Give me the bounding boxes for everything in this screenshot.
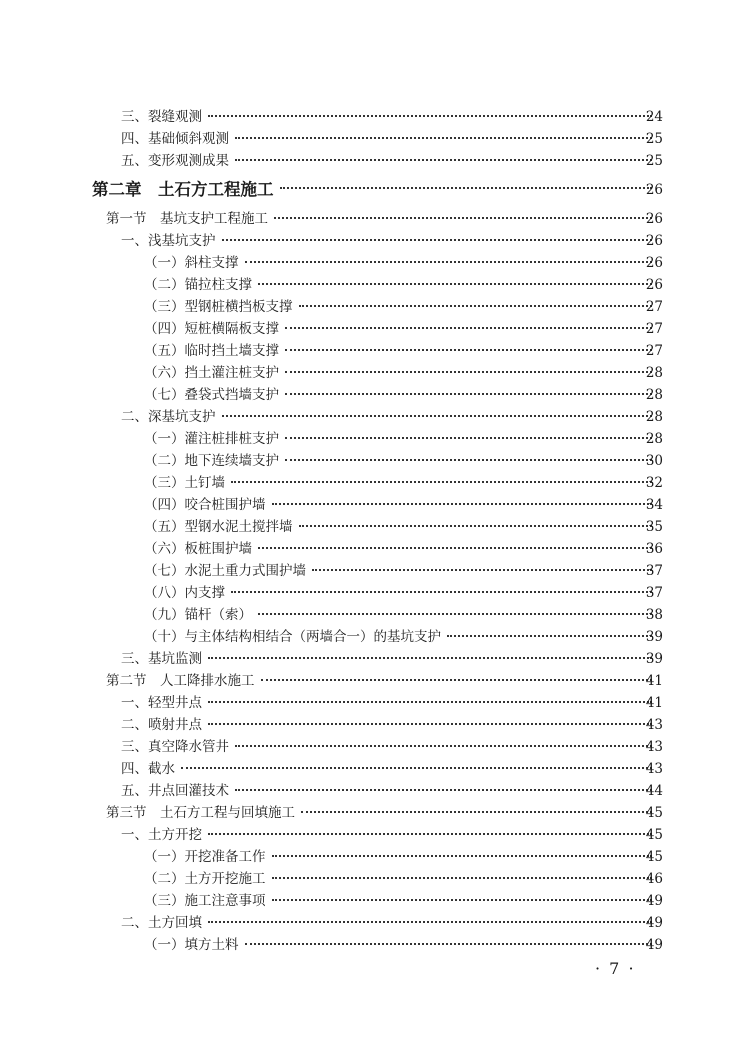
toc-entry-page: 43 xyxy=(645,761,663,777)
dot-leader xyxy=(235,159,652,161)
toc-entry-title: 三、裂缝观测 xyxy=(121,109,202,125)
toc-entry-page: 49 xyxy=(645,937,663,953)
toc-entry-title: 三、真空降水管井 xyxy=(121,739,229,755)
dot-leader xyxy=(285,371,652,373)
toc-entry-page: 38 xyxy=(645,607,663,623)
toc-entry-page: 26 xyxy=(645,277,663,293)
toc-entry-page: 30 xyxy=(645,453,663,469)
dot-leader xyxy=(285,437,652,439)
toc-entry-item xyxy=(0,340,750,362)
toc-entry-title: 二、喷射井点 xyxy=(121,717,202,733)
toc-entry-title: 一、浅基坑支护 xyxy=(121,233,216,249)
dot-leader xyxy=(312,569,652,571)
toc-entry-page: 45 xyxy=(645,827,663,843)
toc-entry-page: 43 xyxy=(645,739,663,755)
dot-leader xyxy=(258,547,652,549)
toc-entry-sub xyxy=(0,758,750,780)
toc-entry-page: 26 xyxy=(645,182,663,198)
dot-leader xyxy=(181,767,652,769)
toc-entry-page: 37 xyxy=(645,563,663,579)
toc-entry-item xyxy=(0,274,750,296)
toc-entry-page: 41 xyxy=(645,673,663,689)
toc-entry-sub xyxy=(0,230,750,252)
toc-entry-section xyxy=(0,802,750,824)
toc-entry-item xyxy=(0,472,750,494)
dot-leader xyxy=(285,393,652,395)
dot-leader xyxy=(208,723,652,725)
toc-entry-title: （二）锚拉柱支撑 xyxy=(144,277,252,293)
toc-entry-item xyxy=(0,560,750,582)
toc-entry-title: （五）临时挡土墙支撑 xyxy=(144,343,279,359)
dot-leader xyxy=(299,525,653,527)
toc-entry-sub xyxy=(0,648,750,670)
toc-entry-title: （三）型钢桩横挡板支撑 xyxy=(144,299,293,315)
dot-leader xyxy=(222,415,653,417)
toc-entry-sub xyxy=(0,824,750,846)
dot-leader xyxy=(299,305,653,307)
dot-leader xyxy=(285,327,652,329)
toc-entry-item xyxy=(0,296,750,318)
toc-entry-title: （三）土钉墙 xyxy=(144,475,225,491)
toc-entry-title: （一）灌注桩排桩支护 xyxy=(144,431,279,447)
toc-entry-page: 43 xyxy=(645,717,663,733)
toc-entry-page: 28 xyxy=(645,365,663,381)
toc-entry-sub xyxy=(0,406,750,428)
toc-entry-title: 第二节 人工降排水施工 xyxy=(106,673,255,689)
dot-leader xyxy=(231,481,652,483)
toc-entry-item xyxy=(0,252,750,274)
toc-entry-title: 第一节 基坑支护工程施工 xyxy=(106,211,268,227)
toc-entry-page: 44 xyxy=(645,783,663,799)
toc-entry-item xyxy=(0,890,750,912)
toc-entry-page: 25 xyxy=(645,153,663,169)
toc-entry-title: （九）锚杆（索） xyxy=(144,607,252,623)
toc-entry-title: （七）水泥土重力式围护墙 xyxy=(144,563,306,579)
toc-entry-title: （一）开挖准备工作 xyxy=(144,849,266,865)
toc-entry-page: 39 xyxy=(645,629,663,645)
dot-leader xyxy=(235,789,652,791)
toc-entry-item xyxy=(0,428,750,450)
toc-entry-sub xyxy=(0,692,750,714)
toc-entry-chapter xyxy=(0,172,750,208)
toc-entry-page: 46 xyxy=(645,871,663,887)
toc-entry-page: 39 xyxy=(645,651,663,667)
toc-entry-item xyxy=(0,494,750,516)
toc-entry-title: 四、截水 xyxy=(121,761,175,777)
toc-entry-title: （一）斜柱支撑 xyxy=(144,255,239,271)
dot-leader xyxy=(208,921,652,923)
toc-entry-page: 37 xyxy=(645,585,663,601)
toc-entry-page: 41 xyxy=(645,695,663,711)
toc-entry-title: 五、变形观测成果 xyxy=(121,153,229,169)
toc-entry-item xyxy=(0,516,750,538)
toc-entry-page: 27 xyxy=(645,299,663,315)
toc-entry-item xyxy=(0,362,750,384)
toc-entry-sub xyxy=(0,128,750,150)
toc-entry-title: 二、土方回填 xyxy=(121,915,202,931)
toc-entry-sub xyxy=(0,736,750,758)
toc-entry-item xyxy=(0,846,750,868)
dot-leader xyxy=(208,701,652,703)
toc-entry-item xyxy=(0,318,750,340)
toc-entry-title: 三、基坑监测 xyxy=(121,651,202,667)
toc-entry-title: 二、深基坑支护 xyxy=(121,409,216,425)
toc-entry-item xyxy=(0,582,750,604)
toc-entry-page: 32 xyxy=(645,475,663,491)
toc-entry-item xyxy=(0,604,750,626)
dot-leader xyxy=(245,261,653,263)
toc-entry-page: 49 xyxy=(645,915,663,931)
dot-leader xyxy=(272,877,653,879)
toc-entry-title: （一）填方土料 xyxy=(144,937,239,953)
table-of-contents xyxy=(0,106,750,956)
dot-leader xyxy=(261,679,653,681)
dot-leader xyxy=(208,833,652,835)
toc-entry-sub xyxy=(0,780,750,802)
dot-leader xyxy=(272,899,653,901)
toc-entry-page: 26 xyxy=(645,255,663,271)
toc-entry-item xyxy=(0,934,750,956)
dot-leader xyxy=(280,187,653,189)
toc-entry-title: 四、基础倾斜观测 xyxy=(121,131,229,147)
toc-entry-page: 45 xyxy=(645,805,663,821)
toc-entry-sub xyxy=(0,106,750,128)
dot-leader xyxy=(222,239,653,241)
dot-leader xyxy=(447,635,652,637)
dot-leader xyxy=(285,349,652,351)
toc-entry-title: 第三节 土石方工程与回填施工 xyxy=(106,805,295,821)
toc-entry-page: 28 xyxy=(645,387,663,403)
toc-entry-title: 一、土方开挖 xyxy=(121,827,202,843)
dot-leader xyxy=(274,217,652,219)
toc-entry-sub xyxy=(0,714,750,736)
dot-leader xyxy=(301,811,652,813)
dot-leader xyxy=(272,855,653,857)
toc-entry-item xyxy=(0,626,750,648)
dot-leader xyxy=(272,503,653,505)
toc-entry-sub xyxy=(0,912,750,934)
toc-entry-page: 28 xyxy=(645,431,663,447)
toc-entry-item xyxy=(0,868,750,890)
toc-entry-title: （四）咬合桩围护墙 xyxy=(144,497,266,513)
toc-entry-title: （七）叠袋式挡墙支护 xyxy=(144,387,279,403)
toc-entry-page: 36 xyxy=(645,541,663,557)
toc-entry-title: （二）土方开挖施工 xyxy=(144,871,266,887)
dot-leader xyxy=(245,943,653,945)
dot-leader xyxy=(208,657,652,659)
dot-leader xyxy=(208,115,652,117)
toc-entry-page: 28 xyxy=(645,409,663,425)
page-number: · 7 · xyxy=(595,959,636,978)
toc-entry-section xyxy=(0,670,750,692)
toc-entry-title: （八）内支撑 xyxy=(144,585,225,601)
toc-entry-sub xyxy=(0,150,750,172)
toc-entry-title: （五）型钢水泥土搅拌墙 xyxy=(144,519,293,535)
dot-leader xyxy=(235,745,652,747)
toc-entry-page: 26 xyxy=(645,211,663,227)
toc-entry-page: 45 xyxy=(645,849,663,865)
dot-leader xyxy=(258,283,652,285)
toc-entry-item xyxy=(0,450,750,472)
toc-entry-title: 第二章 土石方工程施工 xyxy=(92,180,274,199)
toc-entry-page: 34 xyxy=(645,497,663,513)
toc-entry-page: 26 xyxy=(645,233,663,249)
toc-entry-section xyxy=(0,208,750,230)
toc-entry-title: 一、轻型井点 xyxy=(121,695,202,711)
toc-entry-page: 49 xyxy=(645,893,663,909)
dot-leader xyxy=(231,591,652,593)
toc-entry-title: （二）地下连续墙支护 xyxy=(144,453,279,469)
toc-entry-title: （十）与主体结构相结合（两墙合一）的基坑支护 xyxy=(144,629,441,645)
toc-entry-title: 五、井点回灌技术 xyxy=(121,783,229,799)
toc-entry-title: （六）板桩围护墙 xyxy=(144,541,252,557)
dot-leader xyxy=(258,613,652,615)
toc-entry-title: （三）施工注意事项 xyxy=(144,893,266,909)
toc-entry-page: 24 xyxy=(645,109,663,125)
toc-entry-page: 35 xyxy=(645,519,663,535)
toc-entry-page: 27 xyxy=(645,343,663,359)
toc-entry-page: 25 xyxy=(645,131,663,147)
toc-entry-item xyxy=(0,384,750,406)
toc-entry-page: 27 xyxy=(645,321,663,337)
dot-leader xyxy=(285,459,652,461)
dot-leader xyxy=(235,137,652,139)
toc-entry-item xyxy=(0,538,750,560)
toc-entry-title: （四）短桩横隔板支撑 xyxy=(144,321,279,337)
toc-entry-title: （六）挡土灌注桩支护 xyxy=(144,365,279,381)
